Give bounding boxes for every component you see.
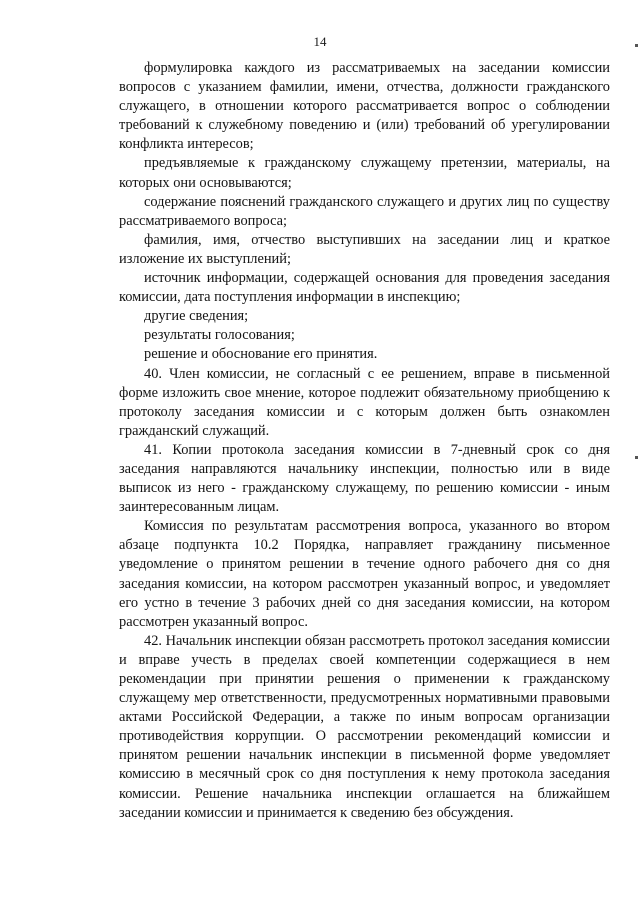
paragraph-explanations: содержание пояснений гражданского служащего и других лиц по существу рассматриваемого вопроса; (119, 193, 610, 229)
paragraph-decision: решение и обоснование его принятия. (144, 346, 378, 363)
paragraph-speakers: фамилия, имя, отчество выступивших на заседании лиц и краткое изложение их выступлений; (119, 231, 610, 267)
page-number: 14 (313, 34, 327, 49)
paragraph-voting-results: результаты голосования; (144, 327, 295, 344)
paragraph-other-info: другие сведения; (144, 308, 249, 325)
paragraph-notification: Комиссия по результатам рассмотрения вопроса, указанного во втором абзаце подпункта 10.2 Порядка, направляет гражданину письменное уведомление о принятом решении в течение одного рабочего дня со дня заседания комиссии, на котором рассмотрен указанный вопрос, и уведомляет его устно в течение 3 рабочих дней со дня заседания комиссии, на котором рассмотрен указанный вопрос. (119, 518, 610, 630)
paragraph-clause-40: 40. Член комиссии, не согласный с ее решением, вправе в письменной форме изложить свое мнение, которое подлежит обязательному приобщению к протоколу заседания комиссии и с которым должен быть ознакомлен гражданский служащий. (119, 365, 610, 439)
paragraph-clause-41: 41. Копии протокола заседания комиссии в 7-дневный срок со дня заседания направляются начальнику инспекции, полностью или в виде выписок из него - гражданскому служащему, по решению комиссии - иным заинтересованным лицам. (119, 441, 610, 516)
paragraph-protocol-wording: формулировка каждого из рассматриваемых на заседании комиссии вопросов с указанием фамилии, имени, отчества, должности гражданского служащего, в отношении которого рассматривается вопрос о соблюдении требований к служебному поведению и (или) требований об урегулировании конфликта интересов; (119, 60, 610, 153)
paragraph-information-source: источник информации, содержащей основания для проведения заседания комиссии, дата поступления информации в инспекцию; (119, 270, 610, 306)
scan-edge-mark (635, 456, 638, 459)
scan-edge-mark (635, 44, 638, 47)
document-body (119, 59, 610, 823)
paragraph-claims: предъявляемые к гражданскому служащему претензии, материалы, на которых они основываются; (119, 155, 610, 191)
paragraph-clause-42: 42. Начальник инспекции обязан рассмотреть протокол заседания комиссии и вправе учесть в пределах своей компетенции содержащиеся в нем рекомендации при принятии решения о применении к гражданскому служащему мер ответственности, предусмотренных нормативными правовыми актами Российской Федерации, а также по иным вопросам организации противодействия коррупции. О рассмотрении рекомендаций комиссии и принятом решении начальник инспекции в письменной форме уведомляет комиссию в месячный срок со дня поступления к нему протокола заседания комиссии. Решение начальника инспекции оглашается на ближайшем заседании комиссии и принимается к сведению без обсуждения. (119, 632, 610, 821)
